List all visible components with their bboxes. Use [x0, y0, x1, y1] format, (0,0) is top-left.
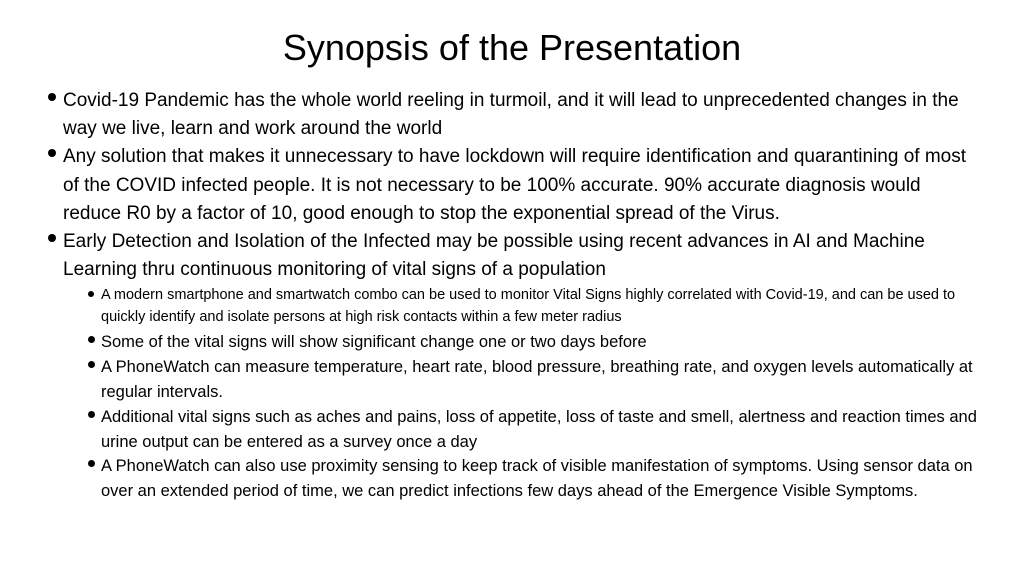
sub-bullet-item: Additional vital signs such as aches and pains, loss of appetite, loss of taste and smell, alertness and reaction times and urine output can be entered as a survey once a day — [101, 405, 981, 455]
bullet-text: Early Detection and Isolation of the Infected may be possible using recent advances in AI and Machine Learning thru continuous monitoring of vital signs of a population — [63, 231, 925, 281]
sub-bullet-item: A PhoneWatch can also use proximity sensing to keep track of visible manifestation of symptoms. Using sensor data on over an extended period of time, we can predict infections few days ahead of the Emergence Visible Symptoms. — [101, 454, 981, 504]
sub-bullet-item: A PhoneWatch can measure temperature, heart rate, blood pressure, breathing rate, and oxygen levels automatically at regular intervals. — [101, 355, 981, 405]
bullet-item — [63, 228, 983, 504]
sub-bullet-list — [101, 285, 983, 504]
bullet-list — [0, 87, 1024, 504]
sub-bullet-item: Some of the vital signs will show significant change one or two days before — [101, 330, 981, 355]
slide-title: Synopsis of the Presentation — [282, 27, 742, 68]
bullet-item: Any solution that makes it unnecessary to have lockdown will require identification and quarantining of most of the COVID infected people. It is not necessary to be 100% accurate. 90% accurate diagnosis would reduce R0 by a factor of 10, good enough to stop the exponential spread of the Virus. — [63, 143, 983, 228]
bullet-item: Covid-19 Pandemic has the whole world reeling in turmoil, and it will lead to unprecedented changes in the way we live, learn and work around the world — [63, 87, 983, 143]
sub-bullet-item: A modern smartphone and smartwatch combo can be used to monitor Vital Signs highly correlated with Covid-19, and can be used to quickly identify and isolate persons at high risk contacts within a few meter radius — [101, 285, 981, 328]
